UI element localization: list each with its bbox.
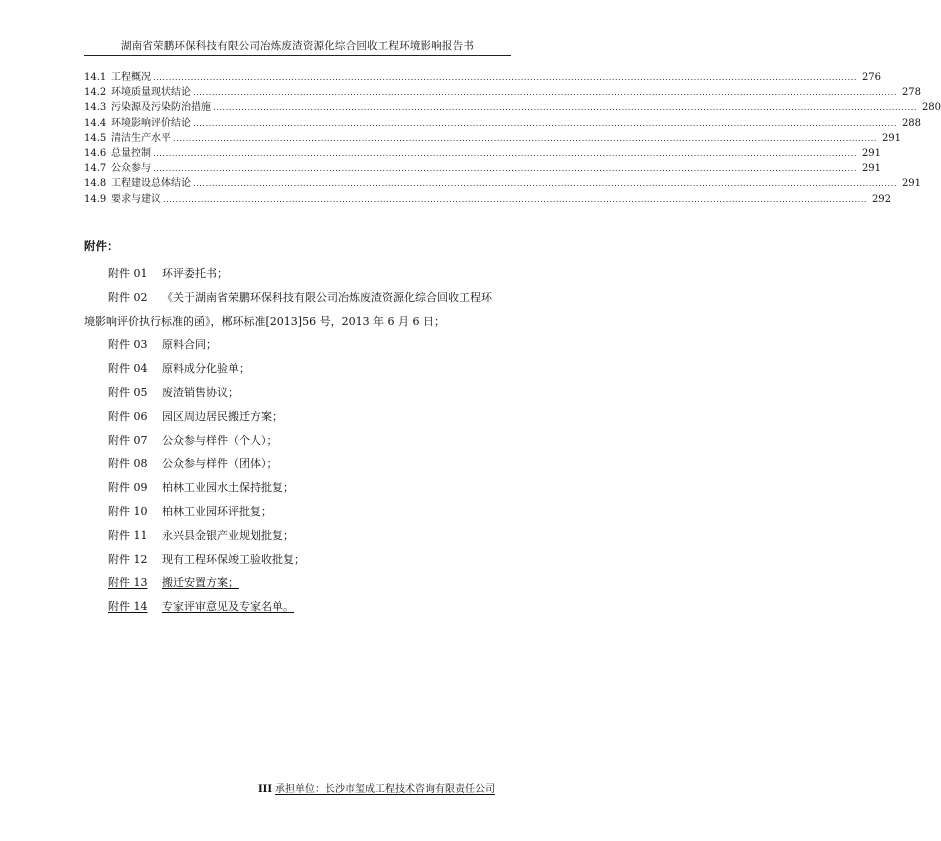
attachment-item [84,333,524,357]
attachment-item [84,405,524,429]
page-header-title: 湖南省荣鹏环保科技有限公司冶炼废渣资源化综合回收工程环境影响报告书 [120,40,475,52]
toc-entry-page: 276 [861,72,882,83]
attachment-item [84,571,524,595]
toc-entry-number: 14.9 [84,193,107,205]
attachment-item [84,548,524,572]
attachment-number: 附件 12 [108,552,148,566]
toc-entry [84,192,892,207]
toc-entry-number: 14.7 [84,163,107,175]
toc-dot-leader: ................................................................................................................................................................................................................................ [173,133,878,143]
toc-entry [84,146,882,161]
footer-organization: 承担单位：长沙市玺成工程技术咨询有限责任公司 [275,784,496,795]
toc-entry-title: 工程概况 [111,72,151,83]
toc-entry-title: 污染源及污染防治措施 [111,102,211,114]
toc-dot-leader: ................................................................................................................................................................................................................................ [193,88,898,98]
toc-entry-title: 工程建设总体结论 [111,178,191,190]
attachment-text: 《关于湖南省荣鹏环保科技有限公司冶炼废渣资源化综合回收工程环 [162,290,492,304]
attachment-number: 附件 08 [108,457,148,471]
attachment-text: 公众参与样件（个人）； [162,433,278,447]
attachment-text: 柏林工业园环评批复； [162,504,272,518]
attachment-text: 环评委托书； [162,267,228,280]
attachment-item [84,262,524,286]
table-of-contents [84,70,941,207]
toc-entry [84,176,922,191]
toc-dot-leader: ................................................................................................................................................................................................................................ [153,73,858,82]
attachment-item [84,452,524,476]
toc-entry-page: 291 [861,147,882,159]
attachment-text: 永兴县金银产业规划批复； [162,528,294,542]
toc-entry-page: 291 [861,163,882,175]
toc-entry-page: 280 [921,102,941,114]
page-number: III [258,784,273,795]
toc-entry-title: 要求与建议 [111,193,161,205]
toc-dot-leader: ................................................................................................................................................................................................................................ [153,148,858,158]
attachment-text: 原料成分化验单； [162,362,250,376]
toc-entry [84,100,941,115]
toc-entry [84,131,902,146]
toc-entry-page: 288 [901,117,922,129]
attachment-number: 附件 04 [108,362,148,376]
toc-entry-page: 278 [901,87,922,99]
toc-entry [84,85,922,100]
toc-dot-leader: ................................................................................................................................................................................................................................ [163,194,868,204]
toc-entry-number: 14.1 [84,72,107,83]
attachment-number: 附件 06 [108,409,148,423]
toc-entry-number: 14.4 [84,117,107,129]
attachment-number: 附件 03 [108,338,148,352]
attachments-heading: 附件： [84,239,119,253]
attachment-number: 附件 14 [108,600,148,614]
attachments-list [84,262,524,619]
attachment-number: 附件 09 [108,481,148,495]
toc-entry-page: 292 [871,193,892,205]
toc-entry-title: 总量控制 [111,147,151,159]
toc-entry [84,116,922,131]
toc-dot-leader: ................................................................................................................................................................................................................................ [193,118,898,128]
toc-dot-leader: ................................................................................................................................................................................................................................ [213,103,918,113]
attachment-text: 搬迁安置方案； [162,576,239,590]
attachment-number: 附件 11 [108,528,148,542]
attachment-text-continued: 境影响评价执行标准的函》，郴环标准[2013]56 号，2013 年 6 月 6 日； [84,314,446,328]
toc-entry-title: 清洁生产水平 [111,132,171,144]
attachment-text: 原料合同； [162,338,217,352]
attachment-text: 现有工程环保竣工验收批复； [162,552,305,566]
page-footer [258,780,495,795]
attachment-text: 公众参与样件（团体）； [162,457,278,471]
toc-entry-number: 14.3 [84,102,107,114]
attachment-number: 附件 10 [108,504,148,518]
toc-entry-page: 291 [881,132,902,144]
attachment-item [84,357,524,381]
attachment-item [84,524,524,548]
toc-dot-leader: ................................................................................................................................................................................................................................ [153,164,858,174]
toc-entry-title: 公众参与 [111,163,151,175]
attachment-text: 废渣销售协议； [162,385,239,399]
attachment-item [84,286,524,334]
attachment-item [84,476,524,500]
attachment-text: 专家评审意见及专家名单。 [162,600,294,614]
attachment-number: 附件 01 [108,267,148,280]
toc-entry-number: 14.8 [84,178,107,190]
attachment-text: 园区周边居民搬迁方案； [162,409,283,423]
attachment-number: 附件 02 [108,290,148,304]
toc-entry-page: 291 [901,178,922,190]
attachment-item [84,429,524,453]
toc-entry-number: 14.2 [84,87,107,99]
attachment-item [84,381,524,405]
attachment-number: 附件 13 [108,576,148,590]
toc-entry-title: 环境影响评价结论 [111,117,191,129]
toc-dot-leader: ................................................................................................................................................................................................................................ [193,179,898,189]
toc-entry-number: 14.5 [84,132,107,144]
toc-entry-number: 14.6 [84,147,107,159]
attachment-number: 附件 05 [108,385,148,399]
header-divider [84,55,511,56]
attachment-number: 附件 07 [108,433,148,447]
toc-entry-title: 环境质量现状结论 [111,87,191,99]
toc-entry [84,70,882,85]
attachment-text: 柏林工业园水土保持批复； [162,481,294,495]
attachment-item [84,595,524,619]
toc-entry [84,161,882,176]
attachment-item [84,500,524,524]
